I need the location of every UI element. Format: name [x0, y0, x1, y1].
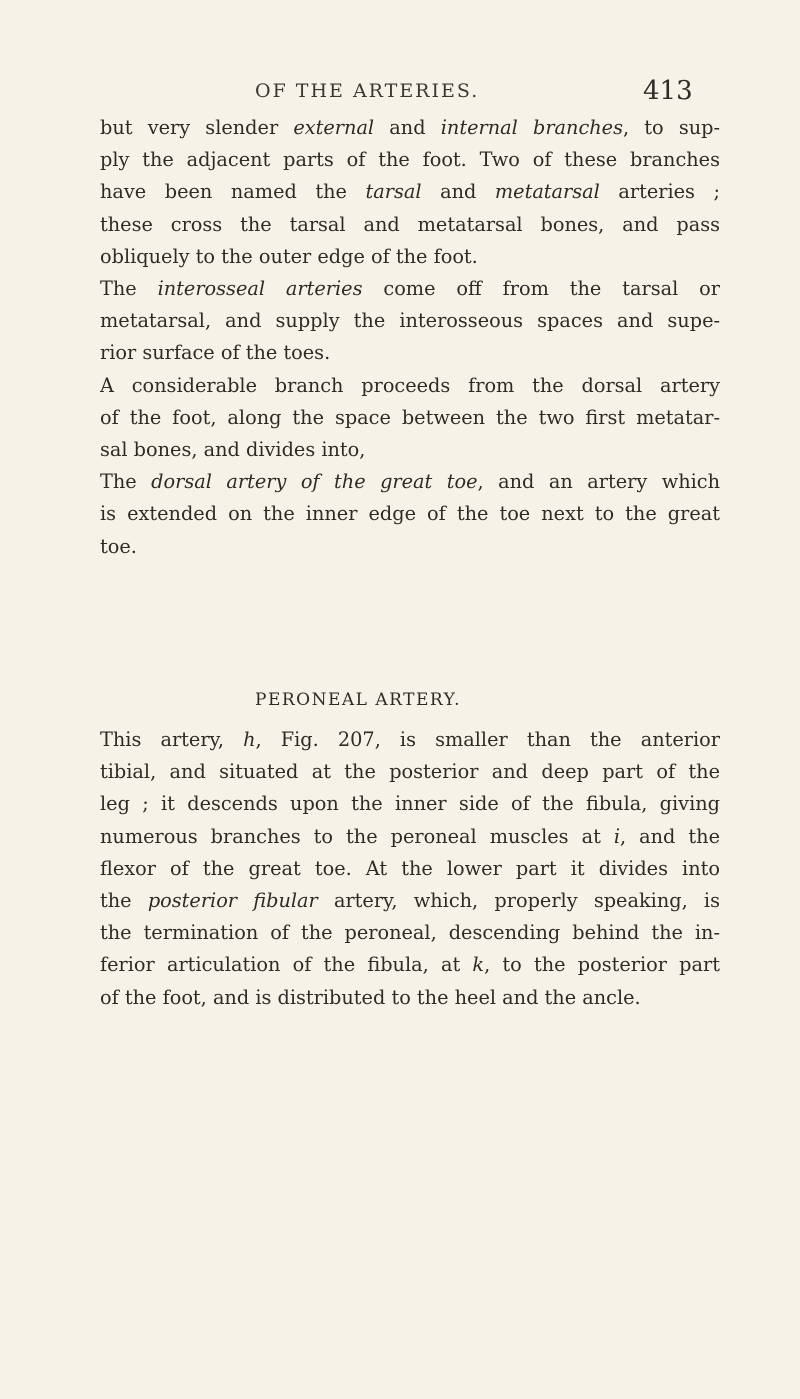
text-run: ply the adjacent parts of the foot. Two of these branches: [100, 148, 720, 172]
text-run: of the foot, along the space between the two first metatar-: [100, 405, 720, 429]
text-run: ferior articulation of the fibula, at: [100, 953, 473, 977]
section-heading-peroneal-artery: PERONEAL ARTERY.: [255, 690, 462, 710]
section-1-line: [100, 209, 720, 241]
section-1-line: [100, 112, 720, 144]
section-2-line: [100, 788, 720, 820]
italic-term: internal branches: [440, 116, 623, 139]
text-run: of the foot, and is distributed to the heel and the ancle.: [100, 985, 641, 1009]
text-run: The: [100, 277, 158, 301]
italic-term: k: [472, 953, 485, 977]
text-run: obliquely to the outer edge of the foot.: [100, 244, 478, 268]
italic-term: i: [613, 824, 620, 848]
text-run: , Fig. 207, is smaller than the anterior: [255, 728, 720, 751]
text-run: metatarsal, and supply the interosseous spaces and supe-: [100, 309, 720, 333]
text-run: This artery,: [100, 728, 244, 751]
section-2-line: [100, 949, 720, 981]
section-2-line: [100, 821, 720, 853]
text-run: and: [374, 116, 441, 139]
section-2-line: [100, 756, 720, 788]
section-1-line: [100, 466, 720, 498]
body-text-section-2: [100, 724, 720, 1014]
italic-term: tarsal: [365, 180, 422, 204]
section-2-line: [100, 724, 720, 756]
italic-term: h: [243, 728, 256, 751]
text-run: the termination of the peroneal, descending behind the in-: [100, 921, 720, 945]
section-1-line: [100, 498, 720, 530]
text-run: these cross the tarsal and metatarsal bones, and pass: [100, 212, 720, 236]
section-2-line: [100, 982, 720, 1014]
italic-term: external: [293, 116, 375, 139]
italic-term: metatarsal: [494, 180, 600, 204]
text-run: flexor of the great toe. At the lower part it divides into: [100, 856, 720, 880]
section-1-line: [100, 144, 720, 176]
section-1-line: [100, 434, 720, 466]
page-number: 413: [643, 76, 693, 106]
section-1-line: [100, 305, 720, 337]
text-run: , and the: [620, 824, 720, 848]
body-text-section-1: [100, 112, 720, 563]
text-run: , to sup-: [622, 116, 721, 139]
text-run: leg ; it descends upon the inner side of the fibula, giving: [100, 792, 720, 816]
text-run: arteries ;: [599, 180, 720, 204]
section-1-line: [100, 370, 720, 402]
italic-term: posterior fibular: [147, 889, 318, 913]
text-run: artery, which, properly speaking, is: [317, 889, 720, 913]
text-run: come off from the tarsal or: [362, 277, 720, 301]
section-2-line: [100, 853, 720, 885]
italic-term: interosseal arteries: [157, 277, 363, 301]
section-1-line: [100, 402, 720, 434]
italic-term: dorsal artery of the great toe: [151, 470, 478, 494]
text-run: is extended on the inner edge of the toe next to the great: [100, 502, 720, 526]
text-run: toe.: [100, 534, 137, 558]
text-run: and: [421, 180, 495, 204]
section-1-line: [100, 273, 720, 305]
section-2-line: [100, 885, 720, 917]
text-run: , and an artery which: [477, 470, 720, 494]
running-title: OF THE ARTERIES.: [255, 80, 480, 102]
section-1-line: [100, 337, 720, 369]
section-1-line: [100, 531, 720, 563]
text-run: , to the posterior part: [484, 953, 720, 977]
text-run: rior surface of the toes.: [100, 341, 331, 365]
text-run: have been named the: [100, 180, 366, 204]
text-run: numerous branches to the peroneal muscles at: [100, 824, 614, 848]
text-run: A considerable branch proceeds from the dorsal artery: [100, 373, 720, 397]
text-run: sal bones, and divides into,: [100, 438, 366, 462]
text-run: the: [100, 889, 148, 913]
text-run: but very slender: [100, 116, 294, 139]
section-1-line: [100, 241, 720, 273]
section-2-line: [100, 917, 720, 949]
section-1-line: [100, 176, 720, 208]
text-run: tibial, and situated at the posterior and deep part of the: [100, 760, 720, 784]
text-run: The: [100, 470, 152, 494]
